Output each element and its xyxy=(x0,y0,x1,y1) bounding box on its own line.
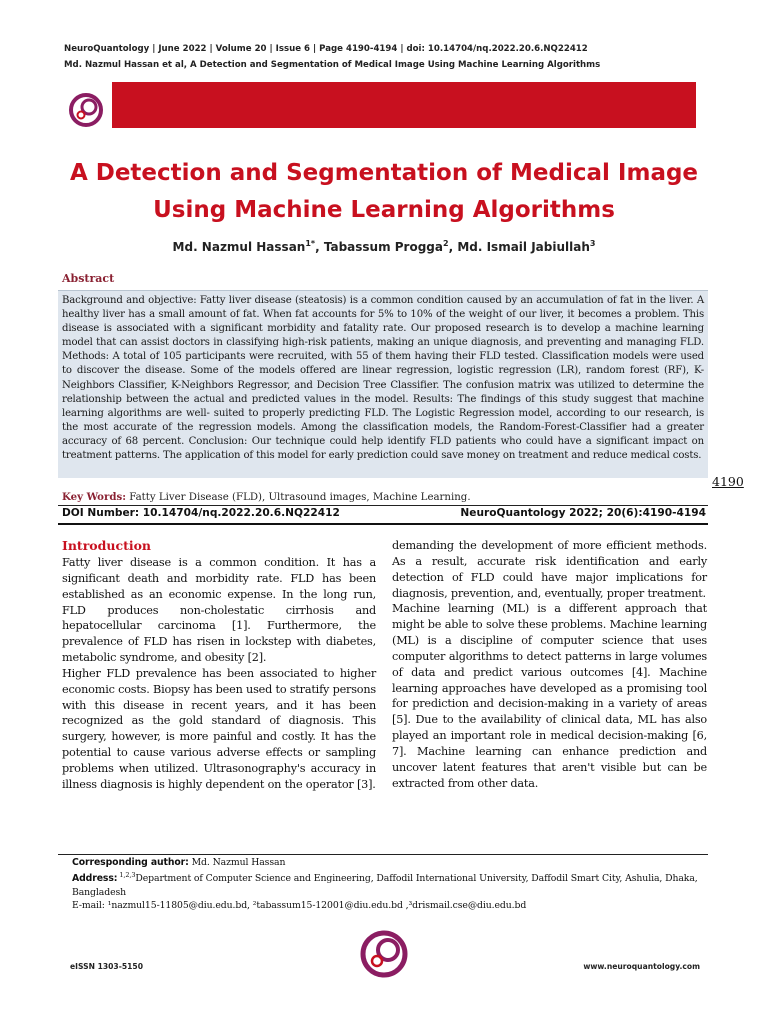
journal-header-line: NeuroQuantology | June 2022 | Volume 20 | Issue 6 | Page 4190-4194 | doi: 10.14704/nq.2022.20.6.NQ22412 xyxy=(64,44,588,54)
keywords-label: Key Words: xyxy=(62,491,126,503)
abstract-box xyxy=(58,290,708,478)
neuroquantology-logo-icon xyxy=(357,927,411,981)
paragraph: Machine learning (ML) is a different approach that might be able to solve these problems. Machine learning (ML) is a discipline of computer science that uses computer algorithms to detect patterns in large volumes of data and predict various outcomes [4]. Machine learning approaches have developed as a promising tool for prediction and decision-making in a variety of areas [5]. Due to the availability of clinical data, ML has also played an important role in medical decision-making [6, 7]. Machine learning can enhance prediction and uncover latent features that aren't visible but can be extracted from other data. xyxy=(392,602,707,790)
corresponding-author xyxy=(72,856,708,869)
address-affiliation-marks: 1,2,3 xyxy=(117,871,136,880)
author-separator: , xyxy=(448,240,458,254)
email-addresses: ¹nazmul15-11805@diu.edu.bd, ²tabassum15-12001@diu.edu.bd ,³drismail.cse@diu.edu.bd xyxy=(107,899,527,911)
divider xyxy=(58,523,708,525)
corresponding-email xyxy=(72,899,708,912)
email-label: E-mail: xyxy=(72,899,108,911)
address-label: Address: xyxy=(72,873,118,885)
address-text: Department of Computer Science and Engineering, Daffodil International University, Daffodil Smart City, Ashulia, Dhaka, Bangladesh xyxy=(72,873,698,898)
paragraph: Higher FLD prevalence has been associated to higher economic costs. Biopsy has been used to stratify persons with this disease in recent years, and it has been recognized as the gold standard of diagnosis. This surgery, however, is more painful and costly. It has the potential to cause various adverse effects or sampling problems when utilized. Ultrasonography's accuracy in illness diagnosis is highly dependent on the operator [3]. xyxy=(62,666,376,791)
author-separator: , xyxy=(315,240,324,254)
author-affiliation-mark: 3 xyxy=(589,239,596,248)
doi-number: DOI Number: 10.14704/nq.2022.20.6.NQ22412 xyxy=(62,507,340,519)
author-name: Md. Ismail Jabiullah xyxy=(457,240,590,254)
keywords xyxy=(62,491,471,503)
author-name: Tabassum Progga xyxy=(323,240,443,254)
author-affiliation-mark: 1* xyxy=(305,239,316,248)
author-list xyxy=(40,239,728,254)
paper-title xyxy=(40,155,728,229)
abstract-text: Background and objective: Fatty liver disease (steatosis) is a common condition caused by an accumulation of fat in the liver. A healthy liver has a small amount of fat. When fat accounts for 5% to 10% of the weight of our liver, it becomes a problem. This disease is associated with a significant morbidity and fatality rate. Our proposed research is to develop a machine learning model that can assist doctors in classifying high-risk patients, making an unique diagnosis, and preventing and managing FLD. Methods: A total of 105 participants were recruited, with 55 of them having their FLD tested. Classification models were used to discover the disease. Some of the models offered are linear regression, logistic regression (LR), random forest (RF), K-Neighbors Classifier, K-Neighbors Regressor, and Decision Tree Classifier. The confusion matrix was utilized to determine the relationship between the actual and predicted values in the model. Results: The findings of this study suggest that machine learning algorithms are well- suited to properly predicting FLD. The Logistic Regression model, according to our research, is the most accurate of the regression models. Among the classification models, the Random-Forest-Classifier had a greater accuracy of 68 percent. Conclusion: Our technique could help identify FLD patients who could have a significant impact on treatment patterns. The application of this model for early prediction could save money on treatment and reduce medical costs. xyxy=(62,295,704,462)
running-title: Md. Nazmul Hassan et al, A Detection and Segmentation of Medical Image Using Machine Learning Algorithms xyxy=(64,60,601,70)
author-name: Md. Nazmul Hassan xyxy=(172,240,306,254)
abstract-heading: Abstract xyxy=(62,272,115,285)
title-line-1: A Detection and Segmentation of Medical Image xyxy=(69,160,699,186)
paragraph: Fatty liver disease is a common condition. It has a significant death and morbidity rate. FLD has been established as an economic expense. In the long run, FLD produces non-cholestatic cirrhosis and hepatocellular carcinoma [1]. Furthermore, the prevalence of FLD has risen in lockstep with diabetes, metabolic syndrome, and obesity [2]. xyxy=(62,556,376,665)
corresponding-author-name: Md. Nazmul Hassan xyxy=(188,857,286,868)
header-banner xyxy=(112,82,696,128)
keywords-text: Fatty Liver Disease (FLD), Ultrasound images, Machine Learning. xyxy=(125,492,471,503)
divider xyxy=(58,505,708,506)
corresponding-address xyxy=(72,869,708,899)
section-heading-introduction: Introduction xyxy=(62,538,152,553)
author-affiliation-mark: 2 xyxy=(443,239,449,248)
paragraph: demanding the development of more efficient methods. As a result, accurate risk identification and early detection of FLD could have major implications for diagnosis, prevention, and, eventually, proper treatment. xyxy=(392,539,707,600)
neuroquantology-logo-icon xyxy=(66,90,106,130)
body-column-left xyxy=(62,555,376,793)
title-line-2: Using Machine Learning Algorithms xyxy=(153,197,615,223)
corresponding-info xyxy=(72,856,708,912)
corresponding-author-label: Corresponding author: xyxy=(72,857,189,868)
page-number: 4190 xyxy=(712,474,744,489)
body-column-right xyxy=(392,538,707,792)
eissn: eISSN 1303-5150 xyxy=(70,962,143,971)
journal-citation: NeuroQuantology 2022; 20(6):4190-4194 xyxy=(460,507,706,519)
journal-website: www.neuroquantology.com xyxy=(583,962,700,971)
divider xyxy=(58,854,708,855)
